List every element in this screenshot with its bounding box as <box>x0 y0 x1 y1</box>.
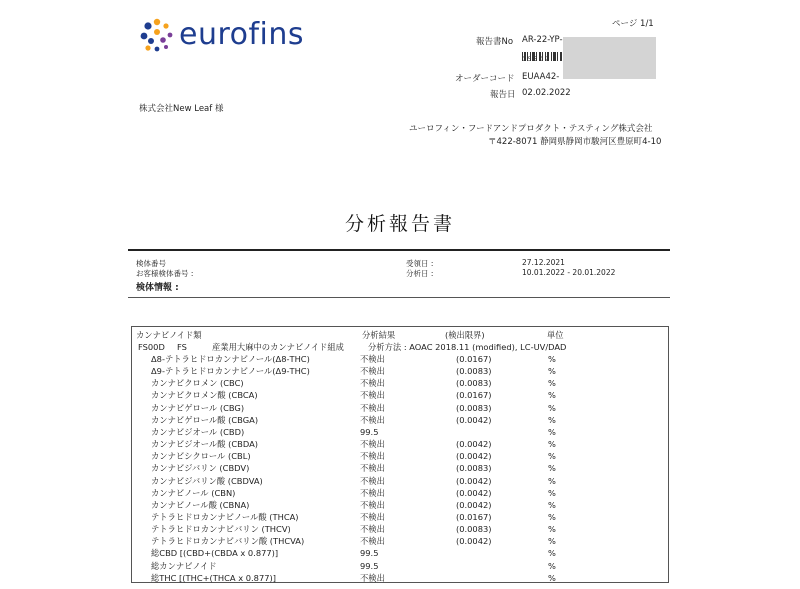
result-row <box>132 389 668 401</box>
method-name: 産業用大麻中のカンナビノイド組成 <box>212 342 344 352</box>
result-item-name: カンナビクロメン酸 (CBCA) <box>151 390 258 401</box>
result-unit: % <box>548 499 556 510</box>
result-unit: % <box>548 451 556 462</box>
result-item-name: 総CBD [(CBD+(CBDA x 0.877)] <box>151 548 279 559</box>
barcode <box>522 46 564 55</box>
result-unit: % <box>548 548 556 559</box>
result-value: 不検出 <box>360 354 385 364</box>
result-value: 不検出 <box>360 536 385 547</box>
result-detection-limit: (0.0042) <box>456 439 492 450</box>
result-row <box>132 475 668 487</box>
result-row <box>132 462 668 474</box>
result-row <box>132 438 668 450</box>
result-detection-limit: (0.0042) <box>456 499 492 510</box>
eurofins-logo-dots-icon <box>139 18 175 54</box>
col-result-header: 分析結果 <box>362 330 396 340</box>
result-unit: % <box>548 463 556 474</box>
customer-sample-no-label: お客様検体番号 : <box>136 269 194 278</box>
result-unit: % <box>548 354 556 364</box>
result-detection-limit: (0.0042) <box>456 536 492 547</box>
report-date-label: 報告日 <box>490 90 516 100</box>
divider-bottom <box>128 297 670 298</box>
result-detection-limit: (0.0167) <box>456 354 492 364</box>
report-no-label: 報告書No <box>476 37 514 47</box>
document-title: 分析報告書 <box>344 213 455 235</box>
result-unit: % <box>548 524 556 535</box>
barcode-digits: 0 5 5 0 9 <box>522 56 549 63</box>
result-detection-limit: (0.0167) <box>456 390 492 401</box>
result-value: 99.5 <box>360 560 379 571</box>
result-value: 不検出 <box>360 366 385 377</box>
result-unit: % <box>548 487 556 498</box>
result-item-name: カンナビジオール酸 (CBDA) <box>151 439 259 450</box>
result-detection-limit: (0.0083) <box>456 524 492 535</box>
result-row <box>132 426 668 438</box>
result-value: 99.5 <box>360 548 379 559</box>
result-row <box>132 414 668 426</box>
result-value: 不検出 <box>360 475 385 486</box>
result-row <box>132 487 668 499</box>
received-label: 受領日 : <box>406 259 434 268</box>
result-row <box>132 377 668 389</box>
report-date-value: 02.02.2022 <box>522 88 571 98</box>
result-detection-limit: (0.0042) <box>456 475 492 486</box>
report-no-value: AR-22-YP- <box>522 35 563 45</box>
lab-address: 〒422-8071 静岡県静岡市駿河区豊原町4-10 <box>488 137 662 147</box>
result-row <box>132 535 668 547</box>
result-value: 不検出 <box>360 511 385 522</box>
result-row <box>132 523 668 535</box>
result-row <box>132 353 668 365</box>
result-item-name: テトラヒドロカンナビバリン酸 (THCVA) <box>151 536 305 547</box>
col-unit-header: 単位 <box>547 330 564 340</box>
result-row <box>132 365 668 377</box>
result-value: 不検出 <box>360 463 385 474</box>
result-item-name: カンナビクロメン (CBC) <box>151 378 244 389</box>
result-item-name: カンナビジバリン酸 (CBDVA) <box>151 475 263 486</box>
result-unit: % <box>548 511 556 522</box>
result-row <box>132 547 668 559</box>
result-value: 不検出 <box>360 414 385 425</box>
result-detection-limit: (0.0083) <box>456 366 492 377</box>
lab-name: ユーロフィン・フードアンドプロダクト・テスティング株式会社 <box>409 124 653 134</box>
result-detection-limit: (0.0042) <box>456 451 492 462</box>
result-unit: % <box>548 426 556 437</box>
eurofins-logo <box>139 16 304 56</box>
results-header-row <box>132 329 668 341</box>
result-unit: % <box>548 378 556 389</box>
received-value: 27.12.2021 <box>522 258 565 267</box>
result-row <box>132 560 668 572</box>
result-row <box>132 499 668 511</box>
result-value: 不検出 <box>360 524 385 535</box>
result-row <box>132 402 668 414</box>
page-number: ページ 1/1 <box>612 19 654 29</box>
col-item-header: カンナビノイド類 <box>136 330 202 340</box>
result-item-name: カンナビノール酸 (CBNA) <box>151 499 250 510</box>
result-item-name: カンナビノール (CBN) <box>151 487 236 498</box>
result-value: 不検出 <box>360 572 385 583</box>
method-description: 分析方法 : AOAC 2018.11 (modified), LC-UV/DAD <box>368 342 567 352</box>
result-detection-limit: (0.0042) <box>456 414 492 425</box>
order-code-label: オーダーコード <box>455 74 515 84</box>
result-detection-limit: (0.0083) <box>456 402 492 413</box>
client-name: 株式会社New Leaf 様 <box>139 104 224 114</box>
result-detection-limit: (0.0167) <box>456 511 492 522</box>
order-code-value: EUAA42- <box>522 72 560 82</box>
sample-info-label: 検体情報 : <box>136 283 179 293</box>
result-value: 不検出 <box>360 390 385 401</box>
logo-text: eurofins <box>179 17 305 52</box>
result-value: 不検出 <box>360 487 385 498</box>
result-row <box>132 572 668 584</box>
method-code-2: FS <box>177 342 187 352</box>
result-item-name: 総カンナビノイド <box>151 560 217 571</box>
redaction-box <box>563 37 656 79</box>
result-item-name: カンナビジオール (CBD) <box>151 426 245 437</box>
result-item-name: テトラヒドロカンナビバリン (THCV) <box>151 524 291 535</box>
result-item-name: カンナビゲロール (CBG) <box>151 402 245 413</box>
result-value: 不検出 <box>360 451 385 462</box>
result-detection-limit: (0.0083) <box>456 463 492 474</box>
col-limit-header: (検出限界) <box>445 330 485 340</box>
method-row <box>132 341 668 353</box>
result-item-name: カンナビシクロール (CBL) <box>151 451 251 462</box>
result-item-name: テトラヒドロカンナビノール酸 (THCA) <box>151 511 299 522</box>
result-row <box>132 511 668 523</box>
result-unit: % <box>548 366 556 377</box>
result-item-name: カンナビゲロール酸 (CBGA) <box>151 414 259 425</box>
result-item-name: Δ9-テトラヒドロカンナビノール(Δ9-THC) <box>151 366 310 377</box>
result-item-name: Δ8-テトラヒドロカンナビノール(Δ8-THC) <box>151 354 310 364</box>
result-item-name: カンナビジバリン (CBDV) <box>151 463 250 474</box>
result-unit: % <box>548 560 556 571</box>
result-value: 不検出 <box>360 439 385 450</box>
result-detection-limit: (0.0083) <box>456 378 492 389</box>
sample-no-label: 検体番号 <box>136 259 166 268</box>
analysis-date-label: 分析日 : <box>406 269 434 278</box>
result-unit: % <box>548 390 556 401</box>
result-detection-limit: (0.0042) <box>456 487 492 498</box>
method-code: FS00D <box>138 342 165 352</box>
result-value: 99.5 <box>360 426 379 437</box>
analysis-date-value: 10.01.2022 - 20.01.2022 <box>522 268 616 277</box>
result-unit: % <box>548 414 556 425</box>
result-unit: % <box>548 536 556 547</box>
result-value: 不検出 <box>360 499 385 510</box>
results-table <box>131 326 669 583</box>
result-unit: % <box>548 572 556 583</box>
result-unit: % <box>548 402 556 413</box>
result-value: 不検出 <box>360 402 385 413</box>
result-unit: % <box>548 475 556 486</box>
result-row <box>132 450 668 462</box>
result-value: 不検出 <box>360 378 385 389</box>
divider-top <box>128 249 670 251</box>
result-item-name: 総THC [(THC+(THCA x 0.877)] <box>151 572 276 583</box>
result-unit: % <box>548 439 556 450</box>
